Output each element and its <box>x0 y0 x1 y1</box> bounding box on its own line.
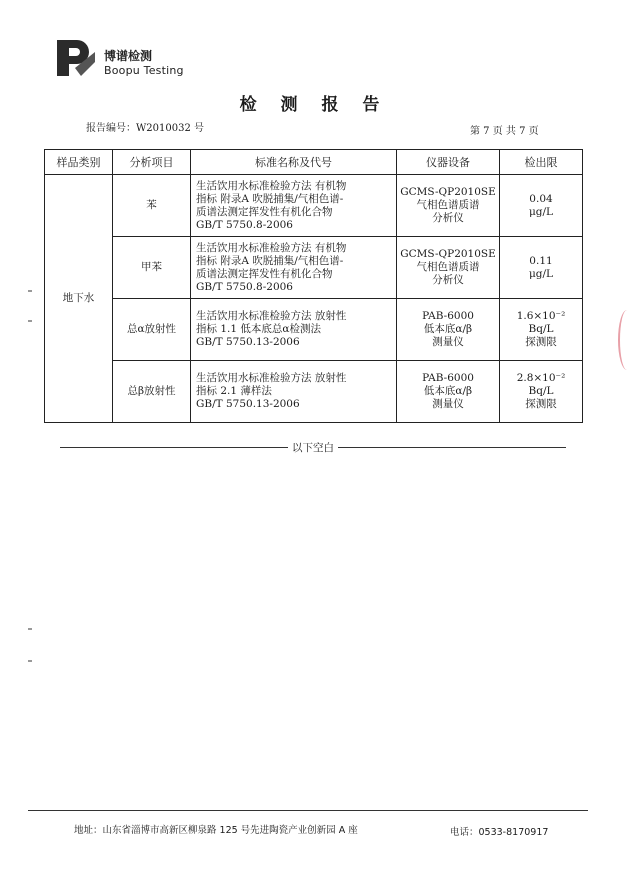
detection-limit-cell-line: 探测限 <box>525 398 557 410</box>
seal-edge-mark <box>618 310 628 370</box>
standard-cell-line: 质谱法测定挥发性有机化合物 <box>196 267 333 280</box>
detection-limit-cell-line: Bq/L <box>528 385 554 397</box>
standard-cell <box>191 237 397 299</box>
boopu-logo-icon <box>55 38 97 78</box>
table-header-row <box>45 150 583 175</box>
instrument-cell <box>397 175 500 237</box>
report-title: 检 测 报 告 <box>239 95 389 115</box>
standard-cell-line: 指标 1.1 低本底总α检测法 <box>196 323 321 335</box>
footer-phone: 电话：0533-8170917 <box>450 827 549 838</box>
standard-cell-line: 指标 附录A 吹脱捕集/气相色谱- <box>196 192 344 205</box>
standard-cell-line: 质谱法测定挥发性有机化合物 <box>196 205 333 218</box>
margin-mark <box>28 660 32 662</box>
instrument-cell-line: GCMS-QP2010SE <box>400 248 496 260</box>
divider-right <box>338 447 566 448</box>
instrument-cell-line: 分析仪 <box>432 274 464 286</box>
detection-limit-cell-line: μg/L <box>528 267 554 280</box>
analysis-item-cell: 甲苯 <box>113 237 191 299</box>
blank-marker: 以下空白 <box>292 442 334 454</box>
instrument-cell-line: 低本底α/β <box>423 323 473 335</box>
detection-limit-cell-line: 0.11 <box>529 254 553 267</box>
detection-limit-cell-line: 2.8×10⁻² <box>516 372 566 384</box>
standard-cell <box>191 299 397 361</box>
detection-limit-cell <box>500 361 583 423</box>
instrument-cell-line: 测量仪 <box>432 398 464 410</box>
analysis-item-cell: 总α放射性 <box>113 299 191 361</box>
detection-limit-cell-line: 1.6×10⁻² <box>516 310 566 322</box>
detection-limit-cell <box>500 299 583 361</box>
company-name-cn: 博谱检测 <box>104 49 153 63</box>
margin-mark <box>28 628 32 630</box>
standard-cell-line: GB/T 5750.8-2006 <box>196 218 293 231</box>
margin-mark <box>28 320 32 322</box>
instrument-cell <box>397 237 500 299</box>
instrument-cell-line: GCMS-QP2010SE <box>400 186 496 198</box>
standard-cell <box>191 361 397 423</box>
margin-mark <box>28 290 32 292</box>
analysis-item-cell: 总β放射性 <box>113 361 191 423</box>
standard-cell-line: 生活饮用水标准检验方法 放射性 <box>196 372 347 384</box>
header-standard: 标准名称及代号 <box>191 150 397 175</box>
analysis-item-cell: 苯 <box>113 175 191 237</box>
standard-cell-line: GB/T 5750.8-2006 <box>196 280 293 293</box>
table-row <box>45 299 583 361</box>
header-instrument: 仪器设备 <box>397 150 500 175</box>
standard-cell-line: 生活饮用水标准检验方法 有机物 <box>196 241 347 254</box>
instrument-cell-line: 低本底α/β <box>423 385 473 397</box>
header-detection-limit: 检出限 <box>500 150 583 175</box>
standard-cell-line: GB/T 5750.13-2006 <box>196 336 300 348</box>
detection-limit-cell <box>500 237 583 299</box>
instrument-cell-line: PAB-6000 <box>422 310 474 322</box>
standard-cell-line: 指标 2.1 薄样法 <box>196 385 272 397</box>
standard-cell-line: 指标 附录A 吹脱捕集/气相色谱- <box>196 254 344 267</box>
report-number: 报告编号：W2010032 号 <box>86 123 204 134</box>
instrument-cell <box>397 361 500 423</box>
table-row <box>45 175 583 237</box>
instrument-cell-line: 气相色谱质谱 <box>416 199 480 211</box>
instrument-cell-line: 测量仪 <box>432 336 464 348</box>
footer-address: 地址：山东省淄博市高新区柳泉路 125 号先进陶瓷产业创新园 A 座 <box>74 825 358 836</box>
header-sample-category: 样品类别 <box>45 150 113 175</box>
standard-cell-line: GB/T 5750.13-2006 <box>196 398 300 410</box>
end-of-content-line <box>60 440 566 455</box>
detection-limit-cell-line: 探测限 <box>525 336 557 348</box>
detection-limit-cell-line: 0.04 <box>529 192 553 205</box>
results-table <box>44 149 583 423</box>
footer-divider <box>28 810 588 811</box>
detection-limit-cell <box>500 175 583 237</box>
instrument-cell-line: 分析仪 <box>432 212 464 224</box>
standard-cell <box>191 175 397 237</box>
instrument-cell-line: PAB-6000 <box>422 372 474 384</box>
detection-limit-cell-line: μg/L <box>528 205 554 218</box>
standard-cell-line: 生活饮用水标准检验方法 有机物 <box>196 179 347 192</box>
divider-left <box>60 447 288 448</box>
company-name-en: Boopu Testing <box>104 64 184 77</box>
sample-category-cell: 地下水 <box>45 175 113 423</box>
detection-limit-cell-line: Bq/L <box>528 323 554 335</box>
instrument-cell <box>397 299 500 361</box>
standard-cell-line: 生活饮用水标准检验方法 放射性 <box>196 310 347 322</box>
instrument-cell-line: 气相色谱质谱 <box>416 261 480 273</box>
page-indicator: 第 7 页 共 7 页 <box>470 126 539 137</box>
table-row <box>45 237 583 299</box>
table-row <box>45 361 583 423</box>
header-analysis-item: 分析项目 <box>113 150 191 175</box>
